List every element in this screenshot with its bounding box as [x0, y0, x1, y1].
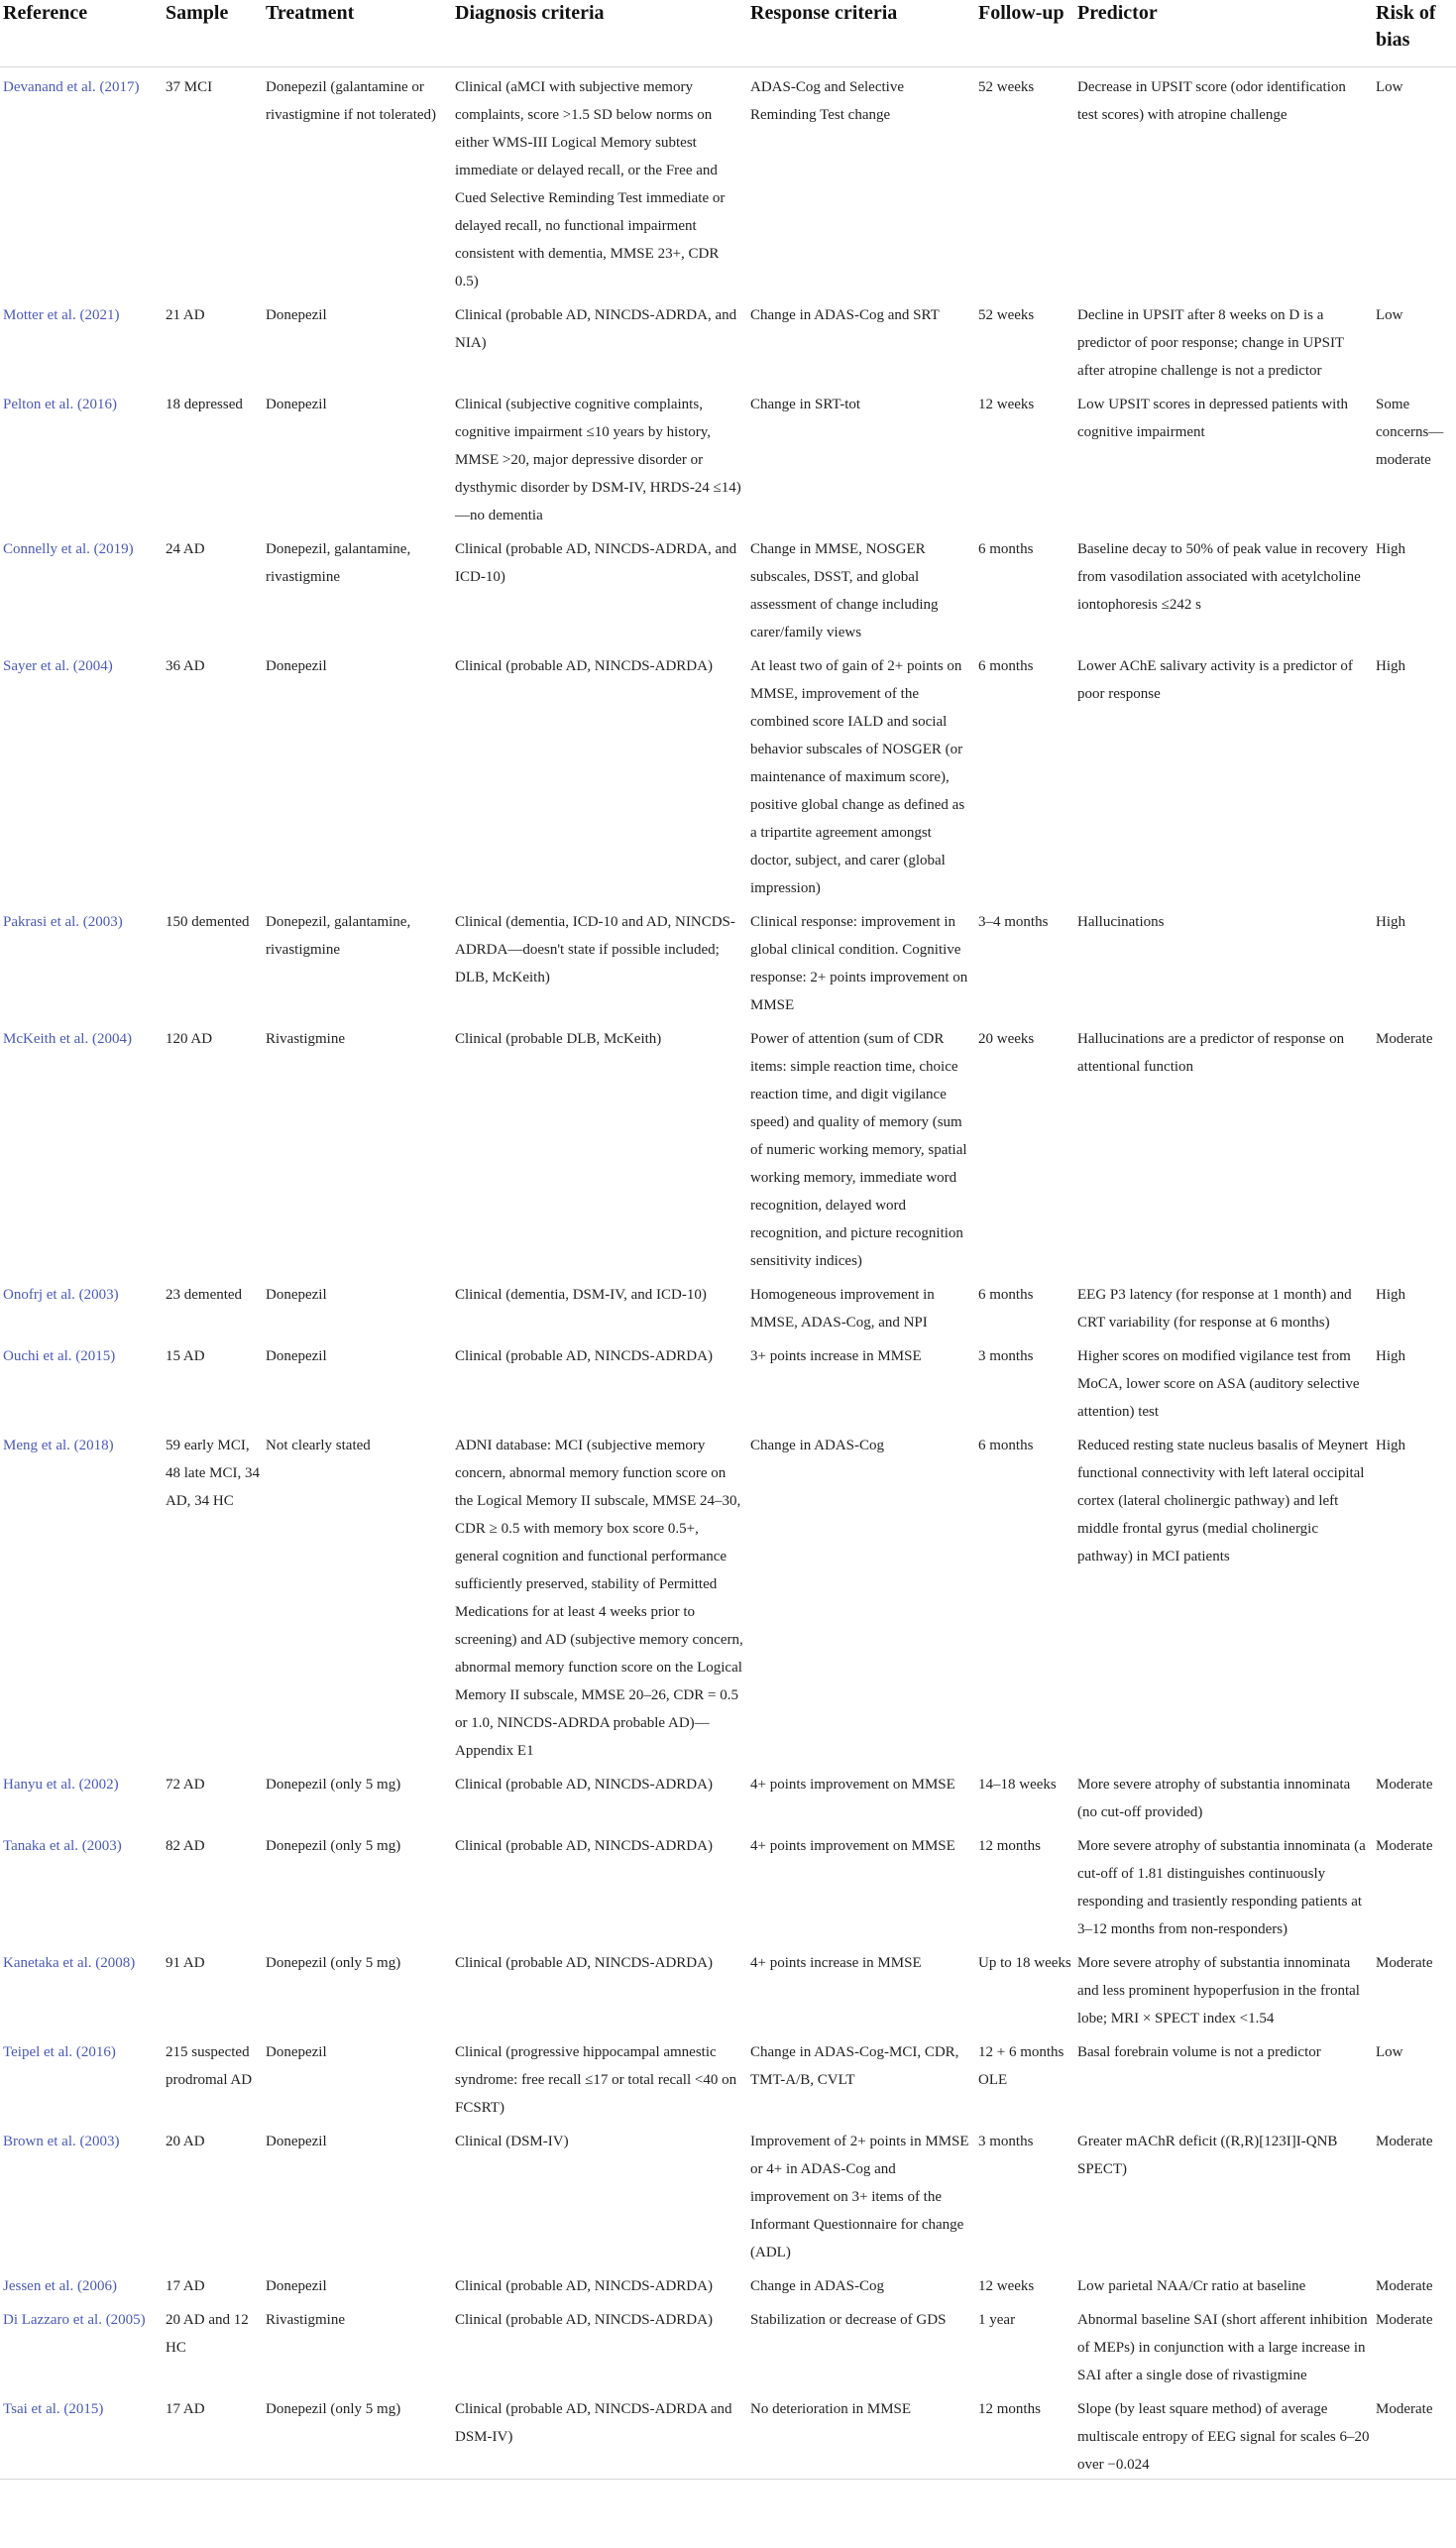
response-criteria-cell: Change in ADAS-Cog and SRT: [750, 306, 940, 323]
response-criteria-cell: Power of attention (sum of CDR items: simple reaction time, choice reaction time, and digit vigilance speed) and quality of memory (sum of numeric working memory, spatial working memory, immediate word recognition, delayed word recognition, and picture recognition sensitivity indices): [750, 1030, 967, 1269]
treatment-cell: Donepezil, galantamine, rivastigmine: [266, 540, 411, 585]
sample-cell: 24 AD: [166, 540, 205, 557]
reference-cell[interactable]: Di Lazzaro et al. (2005): [3, 2311, 146, 2328]
header-row: [0, 0, 1456, 66]
predictor-cell: More severe atrophy of substantia innominata (no cut-off provided): [1077, 1776, 1351, 1820]
follow-up-cell: 6 months: [978, 657, 1034, 674]
sample-cell: 17 AD: [166, 2400, 205, 2417]
reference-cell[interactable]: Connelly et al. (2019): [3, 540, 134, 557]
reference-cell[interactable]: Motter et al. (2021): [3, 306, 120, 323]
table-row: [0, 2389, 1456, 2480]
sample-cell: 91 AD: [166, 1954, 205, 1971]
predictor-cell: More severe atrophy of substantia innominata and less prominent hypoperfusion in the frontal lobe; MRI × SPECT index <1.54: [1077, 1954, 1360, 2027]
follow-up-cell: 12 months: [978, 1837, 1041, 1854]
response-criteria-cell: Clinical response: improvement in global clinical condition. Cognitive response: 2+ points improvement on MMSE: [750, 913, 968, 1013]
predictor-cell: Decrease in UPSIT score (odor identification test scores) with atropine challenge: [1077, 78, 1346, 123]
diagnosis-criteria-cell: Clinical (probable DLB, McKeith): [455, 1030, 662, 1047]
reference-cell[interactable]: Kanetaka et al. (2008): [3, 1954, 136, 1971]
predictor-cell: EEG P3 latency (for response at 1 month) and CRT variability (for response at 6 months): [1077, 1286, 1352, 1331]
follow-up-cell: 3 months: [978, 1347, 1034, 1364]
response-criteria-cell: Homogeneous improvement in MMSE, ADAS-Cog, and NPI: [750, 1286, 935, 1331]
sample-cell: 36 AD: [166, 657, 205, 674]
treatment-cell: Donepezil (only 5 mg): [266, 1837, 401, 1854]
follow-up-cell: 3 months: [978, 2133, 1034, 2149]
table-row: [0, 1336, 1456, 1426]
risk-of-bias-cell: Moderate: [1376, 2277, 1433, 2294]
follow-up-cell: 6 months: [978, 1437, 1034, 1453]
reference-cell[interactable]: Pakrasi et al. (2003): [3, 913, 123, 930]
predictor-cell: Higher scores on modified vigilance test from MoCA, lower score on ASA (auditory selective attention) test: [1077, 1347, 1360, 1420]
reference-cell[interactable]: Hanyu et al. (2002): [3, 1776, 119, 1793]
response-criteria-cell: Change in SRT-tot: [750, 396, 861, 412]
header-treatment: Treatment: [266, 2, 355, 24]
risk-of-bias-cell: Moderate: [1376, 2311, 1433, 2328]
header-risk-of-bias: Risk of bias: [1376, 2, 1436, 51]
table-row: [0, 1275, 1456, 1336]
risk-of-bias-cell: Moderate: [1376, 1030, 1433, 1047]
response-criteria-cell: 3+ points increase in MMSE: [750, 1347, 922, 1364]
treatment-cell: Donepezil (galantamine or rivastigmine if not tolerated): [266, 78, 437, 123]
risk-of-bias-cell: Some concerns—moderate: [1376, 396, 1444, 468]
treatment-cell: Donepezil (only 5 mg): [266, 1954, 401, 1971]
risk-of-bias-cell: High: [1376, 1347, 1405, 1364]
diagnosis-criteria-cell: Clinical (dementia, ICD-10 and AD, NINCDS-ADRDA—doesn't state if possible included; DLB, McKeith): [455, 913, 735, 985]
reference-cell[interactable]: Teipel et al. (2016): [3, 2043, 116, 2060]
risk-of-bias-cell: Moderate: [1376, 2133, 1433, 2149]
reference-cell[interactable]: McKeith et al. (2004): [3, 1030, 132, 1047]
header-predictor: Predictor: [1077, 2, 1158, 24]
reference-cell[interactable]: Jessen et al. (2006): [3, 2277, 117, 2294]
table-row: [0, 2032, 1456, 2122]
diagnosis-criteria-cell: Clinical (probable AD, NINCDS-ADRDA and DSM-IV): [455, 2400, 732, 2445]
predictor-cell: Lower AChE salivary activity is a predictor of poor response: [1077, 657, 1353, 702]
risk-of-bias-cell: Moderate: [1376, 2400, 1433, 2417]
follow-up-cell: 6 months: [978, 540, 1034, 557]
diagnosis-criteria-cell: Clinical (subjective cognitive complaints, cognitive impairment ≤10 years by history, MMSE >20, major depressive disorder or dysthymic disorder by DSM-IV, HRDS-24 ≤14)—no dementia: [455, 396, 741, 523]
sample-cell: 20 AD and 12 HC: [166, 2311, 249, 2356]
predictor-cell: Hallucinations: [1077, 913, 1165, 930]
risk-of-bias-cell: High: [1376, 1286, 1405, 1303]
follow-up-cell: 6 months: [978, 1286, 1034, 1303]
diagnosis-criteria-cell: ADNI database: MCI (subjective memory concern, abnormal memory function score on the Logical Memory II subscale, MMSE 24–30, CDR ≥ 0.5 with memory box score 0.5+, general cognition and functional performance sufficiently preserved, stability of Permitted Medications for at least 4 weeks prior to screening) and AD (subjective memory concern, abnormal memory function score on the Logical Memory II subscale, MMSE 20–26, CDR = 0.5 or 1.0, NINCDS-ADRDA probable AD)—Appendix E1: [455, 1437, 743, 1759]
table-row: [0, 2122, 1456, 2266]
response-criteria-cell: Stabilization or decrease of GDS: [750, 2311, 947, 2328]
diagnosis-criteria-cell: Clinical (probable AD, NINCDS-ADRDA): [455, 1954, 713, 1971]
sample-cell: 72 AD: [166, 1776, 205, 1793]
follow-up-cell: 12 months: [978, 2400, 1041, 2417]
table-row: [0, 1943, 1456, 2032]
diagnosis-criteria-cell: Clinical (probable AD, NINCDS-ADRDA, and NIA): [455, 306, 737, 351]
table-row: [0, 1826, 1456, 1943]
treatment-cell: Rivastigmine: [266, 1030, 345, 1047]
header-sample: Sample: [166, 2, 229, 24]
predictor-cell: Hallucinations are a predictor of response on attentional function: [1077, 1030, 1345, 1075]
response-criteria-cell: Change in ADAS-Cog-MCI, CDR, TMT-A/B, CVLT: [750, 2043, 959, 2088]
treatment-cell: Not clearly stated: [266, 1437, 371, 1453]
sample-cell: 82 AD: [166, 1837, 205, 1854]
response-criteria-cell: 4+ points increase in MMSE: [750, 1954, 922, 1971]
treatment-cell: Donepezil: [266, 396, 327, 412]
predictor-cell: Greater mAChR deficit ((R,R)[123I]I-QNB SPECT): [1077, 2133, 1338, 2177]
sample-cell: 18 depressed: [166, 396, 243, 412]
diagnosis-criteria-cell: Clinical (dementia, DSM-IV, and ICD-10): [455, 1286, 707, 1303]
risk-of-bias-cell: High: [1376, 657, 1405, 674]
table-row: [0, 2300, 1456, 2389]
response-criteria-cell: 4+ points improvement on MMSE: [750, 1776, 955, 1793]
diagnosis-criteria-cell: Clinical (DSM-IV): [455, 2133, 569, 2149]
reference-cell[interactable]: Sayer et al. (2004): [3, 657, 113, 674]
diagnosis-criteria-cell: Clinical (probable AD, NINCDS-ADRDA): [455, 1347, 713, 1364]
risk-of-bias-cell: High: [1376, 913, 1405, 930]
response-criteria-cell: Improvement of 2+ points in MMSE or 4+ in ADAS-Cog and improvement on 3+ items of the Informant Questionnaire for change (ADL): [750, 2133, 969, 2260]
response-criteria-cell: ADAS-Cog and Selective Reminding Test change: [750, 78, 904, 123]
diagnosis-criteria-cell: Clinical (progressive hippocampal amnestic syndrome: free recall ≤17 or total recall <40 on FCSRT): [455, 2043, 737, 2116]
treatment-cell: Donepezil (only 5 mg): [266, 1776, 401, 1793]
table-row: [0, 1426, 1456, 1765]
follow-up-cell: 52 weeks: [978, 78, 1035, 95]
header-response-criteria: Response criteria: [750, 2, 898, 24]
treatment-cell: Donepezil: [266, 657, 327, 674]
reference-cell[interactable]: Tanaka et al. (2003): [3, 1837, 122, 1854]
reference-cell[interactable]: Meng et al. (2018): [3, 1437, 114, 1453]
table-row: [0, 66, 1456, 295]
treatment-cell: Donepezil (only 5 mg): [266, 2400, 401, 2417]
sample-cell: 37 MCI: [166, 78, 213, 95]
risk-of-bias-cell: High: [1376, 1437, 1405, 1453]
predictor-cell: Low parietal NAA/Cr ratio at baseline: [1077, 2277, 1306, 2294]
response-criteria-cell: 4+ points improvement on MMSE: [750, 1837, 955, 1854]
follow-up-cell: 20 weeks: [978, 1030, 1035, 1047]
reference-cell[interactable]: Pelton et al. (2016): [3, 396, 117, 412]
predictor-cell: More severe atrophy of substantia innominata (a cut-off of 1.81 distinguishes continuously responding and trasiently responding patients at 3–12 months from non-responders): [1077, 1837, 1366, 1937]
table-row: [0, 295, 1456, 385]
table-row: [0, 902, 1456, 1019]
risk-of-bias-cell: Low: [1376, 2043, 1403, 2060]
response-criteria-cell: Change in ADAS-Cog: [750, 2277, 884, 2294]
response-criteria-cell: Change in MMSE, NOSGER subscales, DSST, and global assessment of change including carer/family views: [750, 540, 939, 640]
predictor-cell: Baseline decay to 50% of peak value in recovery from vasodilation associated with acetylcholine iontophoresis ≤242 s: [1077, 540, 1369, 613]
sample-cell: 215 suspected prodromal AD: [166, 2043, 253, 2088]
sample-cell: 120 AD: [166, 1030, 213, 1047]
reference-cell[interactable]: Tsai et al. (2015): [3, 2400, 104, 2417]
follow-up-cell: 12 weeks: [978, 396, 1035, 412]
sample-cell: 15 AD: [166, 1347, 205, 1364]
sample-cell: 150 demented: [166, 913, 250, 930]
predictor-cell: Reduced resting state nucleus basalis of Meynert functional connectivity with left lateral occipital cortex (lateral cholinergic pathway) and left middle frontal gyrus (medial cholinergic pathway) in MCI patients: [1077, 1437, 1369, 1564]
treatment-cell: Donepezil: [266, 2277, 327, 2294]
table-body: [0, 66, 1456, 2479]
risk-of-bias-cell: High: [1376, 540, 1405, 557]
predictor-cell: Basal forebrain volume is not a predictor: [1077, 2043, 1321, 2060]
sample-cell: 20 AD: [166, 2133, 205, 2149]
sample-cell: 21 AD: [166, 306, 205, 323]
predictor-cell: Decline in UPSIT after 8 weeks on D is a predictor of poor response; change in UPSIT after atropine challenge is not a predictor: [1077, 306, 1344, 379]
treatment-cell: Donepezil: [266, 1347, 327, 1364]
response-criteria-cell: No deterioration in MMSE: [750, 2400, 912, 2417]
follow-up-cell: 1 year: [978, 2311, 1016, 2328]
diagnosis-criteria-cell: Clinical (probable AD, NINCDS-ADRDA): [455, 1776, 713, 1793]
treatment-cell: Donepezil: [266, 2043, 327, 2060]
table-row: [0, 529, 1456, 646]
sample-cell: 59 early MCI, 48 late MCI, 34 AD, 34 HC: [166, 1437, 260, 1509]
header-follow-up: Follow-up: [978, 2, 1064, 24]
table-row: [0, 1019, 1456, 1275]
treatment-cell: Rivastigmine: [266, 2311, 345, 2328]
table-row: [0, 2266, 1456, 2300]
table-row: [0, 646, 1456, 902]
follow-up-cell: 12 + 6 months OLE: [978, 2043, 1064, 2088]
reference-cell[interactable]: Devanand et al. (2017): [3, 78, 140, 95]
reference-cell[interactable]: Onofrj et al. (2003): [3, 1286, 119, 1303]
predictor-cell: Abnormal baseline SAI (short afferent inhibition of MEPs) in conjunction with a large increase in SAI after a single dose of rivastigmine: [1077, 2311, 1368, 2383]
diagnosis-criteria-cell: Clinical (probable AD, NINCDS-ADRDA, and ICD-10): [455, 540, 737, 585]
response-criteria-cell: At least two of gain of 2+ points on MMSE, improvement of the combined score IALD and social behavior subscales of NOSGER (or maintenance of maximum score), positive global change as defined as a tripartite agreement amongst doctor, subject, and carer (global impression): [750, 657, 965, 896]
table-row: [0, 385, 1456, 529]
reference-cell[interactable]: Brown et al. (2003): [3, 2133, 120, 2149]
diagnosis-criteria-cell: Clinical (aMCI with subjective memory complaints, score >1.5 SD below norms on either WMS-III Logical Memory subtest immediate or delayed recall, or the Free and Cued Selective Reminding Test immediate or delayed recall, no functional impairment consistent with dementia, MMSE 23+, CDR 0.5): [455, 78, 726, 290]
treatment-cell: Donepezil: [266, 306, 327, 323]
predictor-cell: Slope (by least square method) of average multiscale entropy of EEG signal for scales 6–20 over −0.024: [1077, 2400, 1370, 2473]
diagnosis-criteria-cell: Clinical (probable AD, NINCDS-ADRDA): [455, 657, 713, 674]
follow-up-cell: Up to 18 weeks: [978, 1954, 1071, 1971]
sample-cell: 17 AD: [166, 2277, 205, 2294]
header-reference: Reference: [3, 2, 88, 24]
reference-cell[interactable]: Ouchi et al. (2015): [3, 1347, 116, 1364]
diagnosis-criteria-cell: Clinical (probable AD, NINCDS-ADRDA): [455, 1837, 713, 1854]
treatment-cell: Donepezil, galantamine, rivastigmine: [266, 913, 411, 958]
header-diagnosis-criteria: Diagnosis criteria: [455, 2, 605, 24]
response-criteria-cell: Change in ADAS-Cog: [750, 1437, 884, 1453]
diagnosis-criteria-cell: Clinical (probable AD, NINCDS-ADRDA): [455, 2311, 713, 2328]
predictor-cell: Low UPSIT scores in depressed patients with cognitive impairment: [1077, 396, 1349, 440]
risk-of-bias-cell: Low: [1376, 306, 1403, 323]
diagnosis-criteria-cell: Clinical (probable AD, NINCDS-ADRDA): [455, 2277, 713, 2294]
follow-up-cell: 52 weeks: [978, 306, 1035, 323]
follow-up-cell: 3–4 months: [978, 913, 1049, 930]
risk-of-bias-cell: Moderate: [1376, 1837, 1433, 1854]
follow-up-cell: 14–18 weeks: [978, 1776, 1057, 1793]
sample-cell: 23 demented: [166, 1286, 243, 1303]
risk-of-bias-cell: Moderate: [1376, 1954, 1433, 1971]
follow-up-cell: 12 weeks: [978, 2277, 1035, 2294]
table-header: [0, 0, 1456, 66]
table-row: [0, 1765, 1456, 1826]
treatment-cell: Donepezil: [266, 1286, 327, 1303]
risk-of-bias-cell: Moderate: [1376, 1776, 1433, 1793]
risk-of-bias-cell: Low: [1376, 78, 1403, 95]
treatment-cell: Donepezil: [266, 2133, 327, 2149]
